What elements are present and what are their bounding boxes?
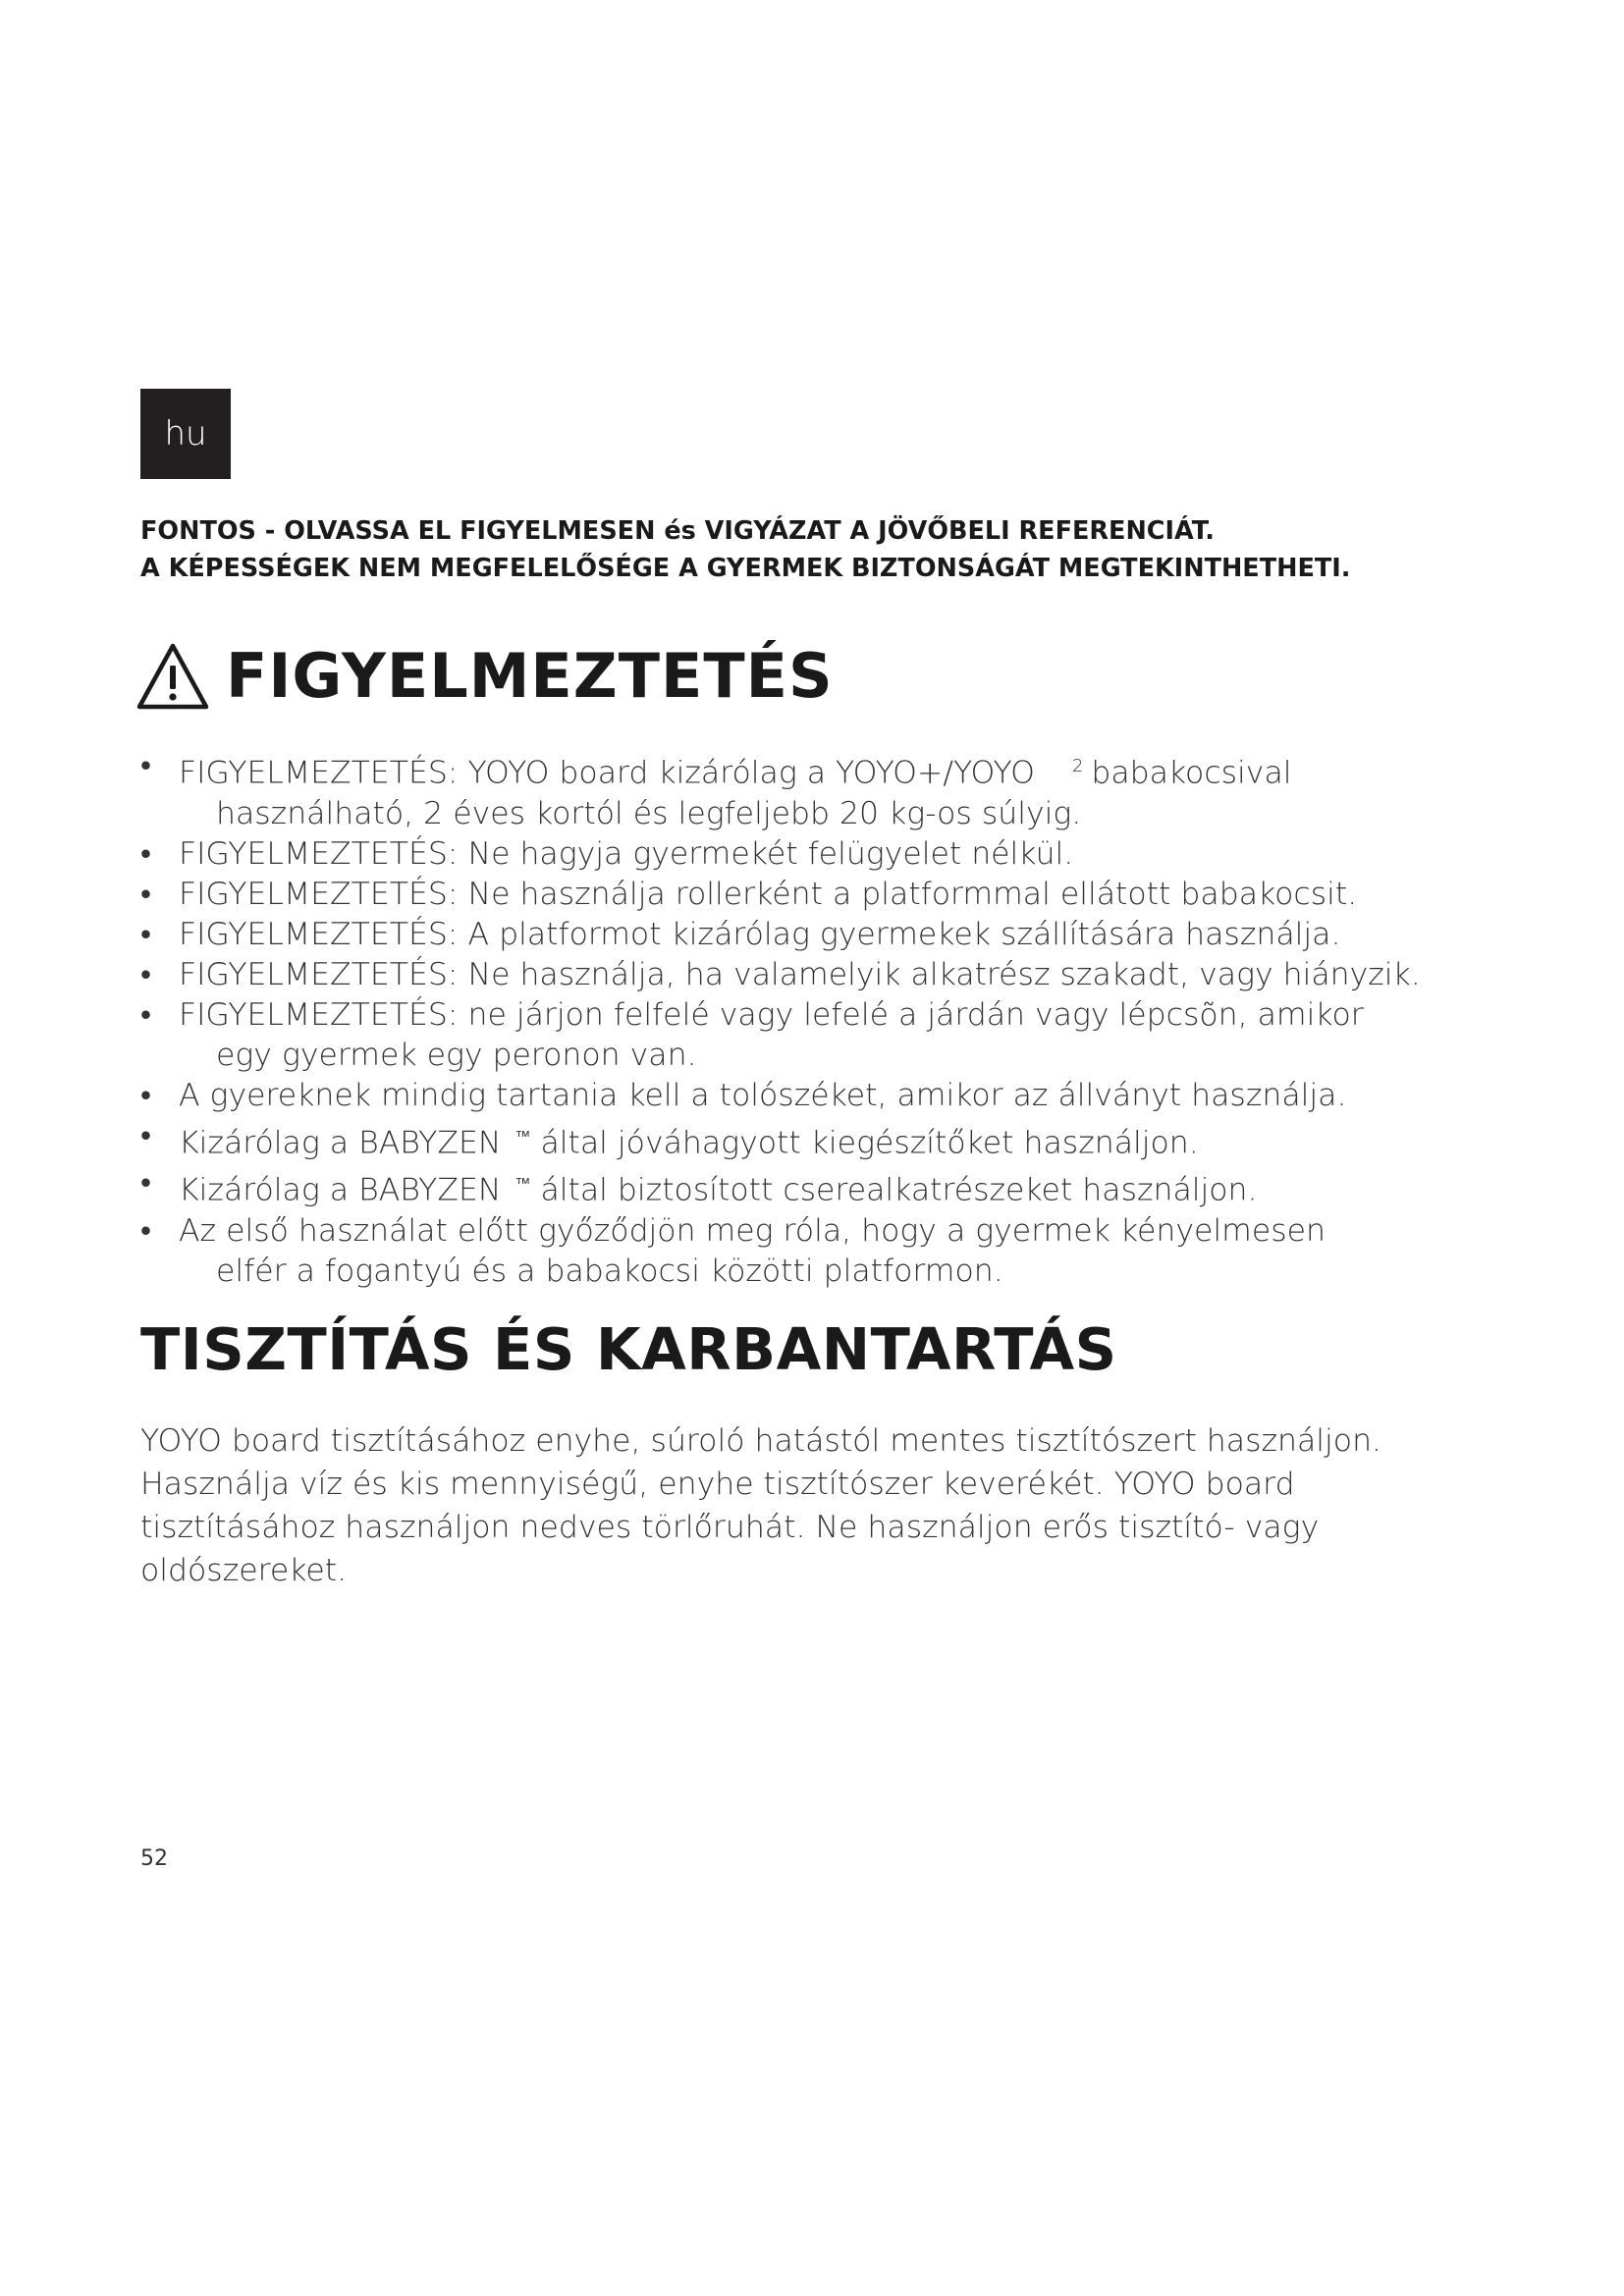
bullet: •: [140, 876, 152, 912]
list-item: [140, 1163, 1535, 1211]
warning-list: [140, 746, 1535, 1292]
warning-text: FIGYELMEZTETÉS: A platformot kizárólag gyermekek szállítására használja.: [179, 916, 1341, 952]
warning-text: FIGYELMEZTETÉS: Ne használja, ha valamelyik alkatrész szakadt, vagy hiányzik.: [179, 956, 1421, 992]
list-item: [140, 915, 1535, 955]
warning-text: által biztosított cserealkatrészeket használjon.: [540, 1172, 1258, 1208]
cleaning-line: YOYO board tisztításához enyhe, súroló hatástól mentes tisztítószert használjon.: [140, 1423, 1382, 1459]
page-number: 52: [140, 1846, 168, 1871]
warning-text: Kizárólag a BABYZEN: [179, 1172, 502, 1208]
list-item: [140, 875, 1535, 915]
cleaning-paragraph: [140, 1419, 1515, 1592]
cleaning-title: TISZTÍTÁS ÉS KARBANTARTÁS: [140, 1315, 1117, 1383]
list-item: [140, 746, 1535, 834]
warning-text: FIGYELMEZTETÉS: ne járjon felfelé vagy lefelé a járdán vagy lépcsõn, amikor: [179, 996, 1364, 1033]
important-notice-line: A KÉPESSÉGEK NEM MEGFELELŐSÉGE A GYERMEK BIZTONSÁGÁT MEGTEKINTHETHETI.: [140, 554, 1351, 583]
bullet: •: [140, 1212, 152, 1249]
important-notice: [140, 512, 1515, 587]
bullet: •: [140, 916, 152, 952]
list-item: [140, 995, 1535, 1076]
warning-heading: [135, 640, 834, 712]
warning-text-continued: használható, 2 éves kortól és legfeljebb 20 kg-os súlyig.: [216, 795, 1082, 831]
trademark-symbol: ™: [514, 1126, 531, 1146]
list-item: [140, 834, 1535, 875]
warning-triangle-icon: [135, 642, 210, 711]
bullet: •: [140, 1117, 152, 1153]
warning-text: Kizárólag a BABYZEN: [179, 1125, 502, 1160]
bullet: •: [140, 748, 152, 783]
warning-text: Az első használat előtt győződjön meg róla, hogy a gyermek kényelmesen: [179, 1212, 1326, 1249]
warning-text: FIGYELMEZTETÉS: Ne használja rollerként a platformmal ellátott babakocsit.: [179, 876, 1358, 912]
important-notice-line: FONTOS - OLVASSA EL FIGYELMESEN és VIGYÁZAT A JÖVŐBELI REFERENCIÁT.: [140, 516, 1215, 546]
bullet: •: [140, 1077, 152, 1113]
bullet: •: [140, 956, 152, 992]
warning-text: babakocsival: [1091, 755, 1292, 791]
cleaning-line: tisztításához használjon nedves törlőruhát. Ne használjon erős tisztító- vagy: [140, 1510, 1320, 1545]
list-item: [140, 1116, 1535, 1164]
warning-text-continued: elfér a fogantyú és a babakocsi közötti platformon.: [216, 1253, 1003, 1289]
language-badge: hu: [140, 389, 231, 479]
warning-text: A gyereknek mindig tartania kell a tolószéket, amikor az állványt használja.: [179, 1077, 1347, 1113]
warning-text: FIGYELMEZTETÉS: YOYO board kizárólag a YOYO+/YOYO: [179, 755, 1035, 791]
bullet: •: [140, 1165, 152, 1201]
list-item: [140, 1211, 1535, 1292]
warning-title: FIGYELMEZTETÉS: [226, 640, 834, 712]
warning-text: FIGYELMEZTETÉS: Ne hagyja gyermekét felügyelet nélkül.: [179, 835, 1074, 872]
cleaning-line: Használja víz és kis mennyiségű, enyhe tisztítószer keverékét. YOYO board: [140, 1467, 1295, 1502]
cleaning-line: oldószereket.: [140, 1553, 348, 1588]
warning-text-continued: egy gyermek egy peronon van.: [216, 1037, 697, 1073]
superscript-two: 2: [1071, 756, 1084, 776]
bullet: •: [140, 835, 152, 872]
list-item: [140, 1076, 1535, 1116]
trademark-symbol: ™: [514, 1174, 531, 1193]
bullet: •: [140, 996, 152, 1033]
warning-text: által jóváhagyott kiegészítőket használjon.: [540, 1125, 1199, 1160]
list-item: [140, 955, 1535, 995]
